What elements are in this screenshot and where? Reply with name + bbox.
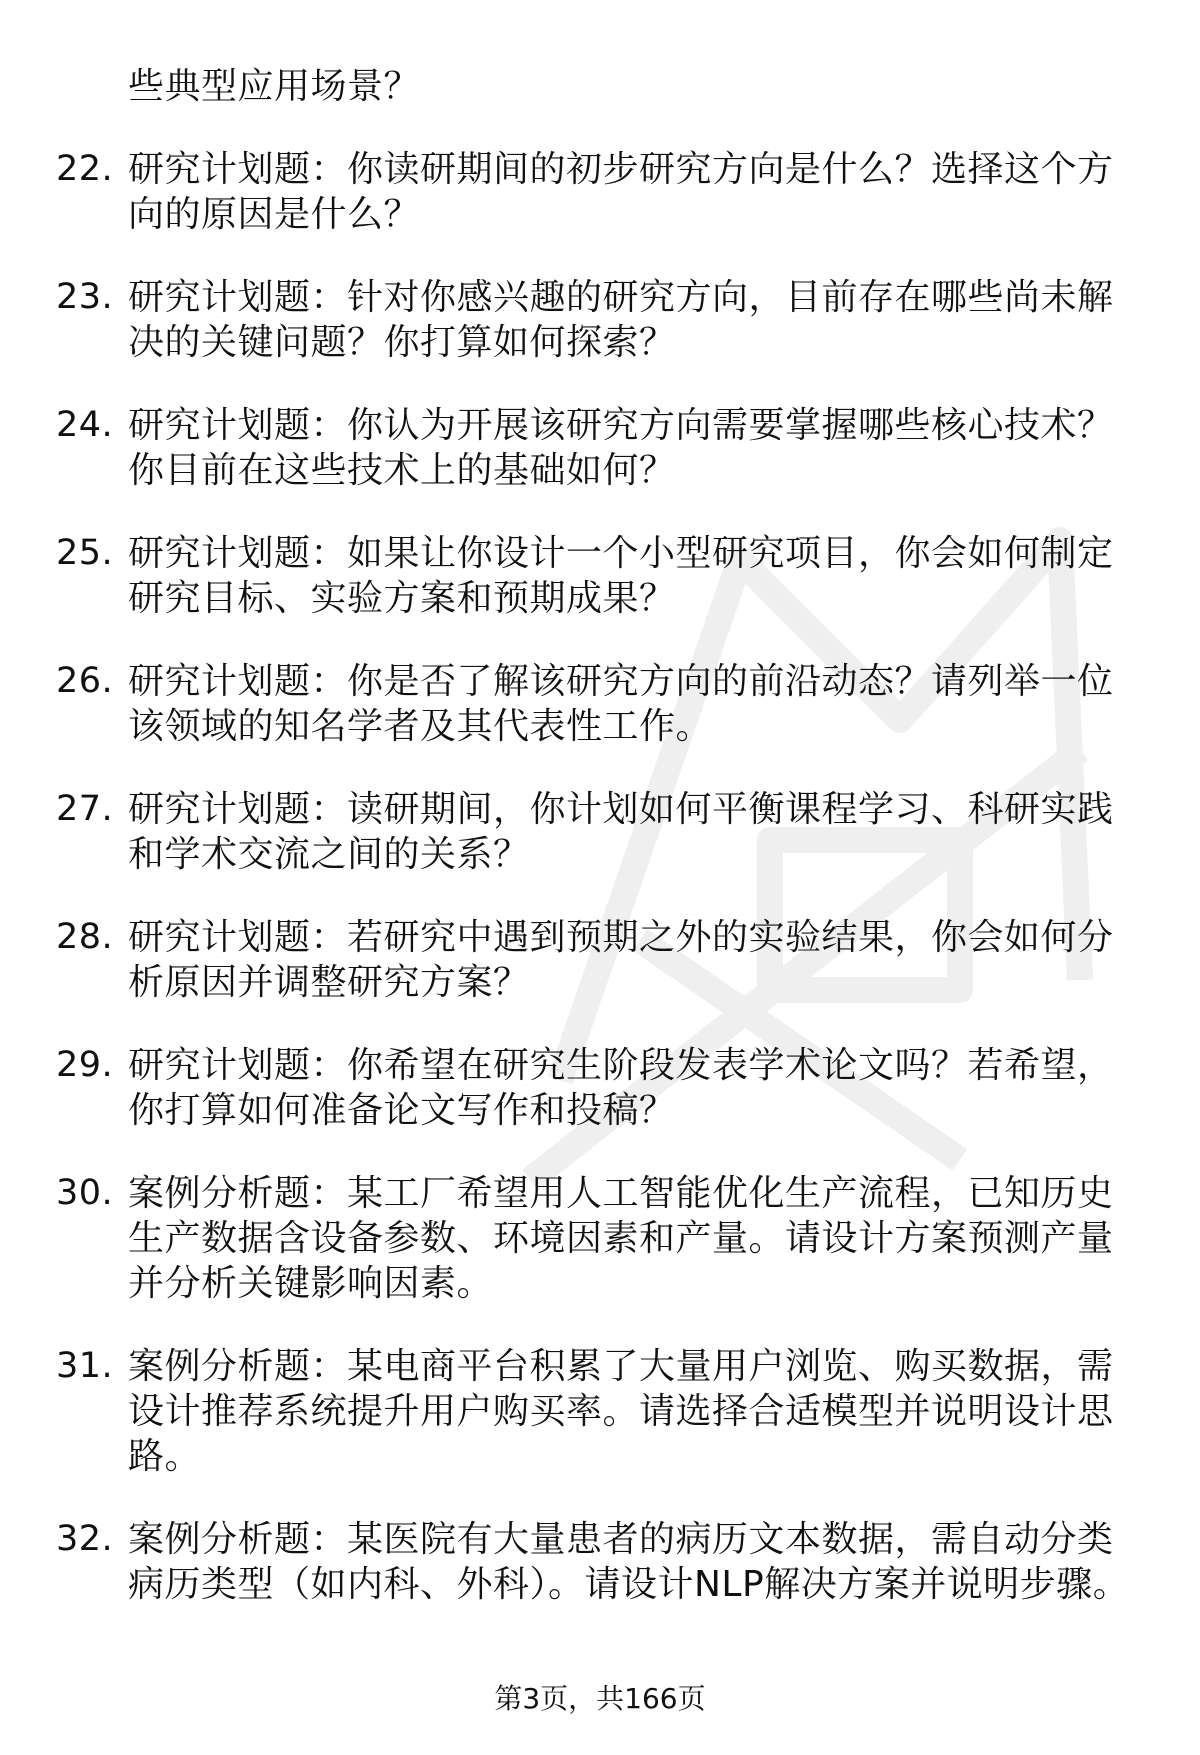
item-text: 案例分析题：某工厂希望用人工智能优化生产流程，已知历史生产数据含设备参数、环境因素和产量。请设计方案预测产量并分析关键影响因素。 bbox=[128, 1173, 1114, 1304]
item-text: 研究计划题：你认为开展该研究方向需要掌握哪些核心技术？你目前在这些技术上的基础如何？ bbox=[128, 405, 1114, 491]
list-item bbox=[56, 659, 1146, 749]
item-text: 研究计划题：你是否了解该研究方向的前沿动态？请列举一位该领域的知名学者及其代表性工作。 bbox=[128, 661, 1114, 747]
list-item bbox=[56, 147, 1146, 237]
list-item bbox=[56, 1043, 1146, 1133]
item-text: 研究计划题：若研究中遇到预期之外的实验结果，你会如何分析原因并调整研究方案？ bbox=[128, 917, 1114, 1003]
question-list bbox=[56, 147, 1146, 1645]
item-text: 案例分析题：某医院有大量患者的病历文本数据，需自动分类病历类型（如内科、外科）。请设计NLP解决方案并说明步骤。 bbox=[128, 1519, 1130, 1605]
list-item bbox=[56, 1517, 1146, 1607]
item-number: 30. bbox=[56, 1173, 114, 1213]
item-number: 24. bbox=[56, 405, 114, 445]
item-text: 研究计划题：如果让你设计一个小型研究项目，你会如何制定研究目标、实验方案和预期成果？ bbox=[128, 533, 1114, 619]
carryover-text: 些典型应用场景？ bbox=[128, 66, 421, 107]
list-item bbox=[56, 275, 1146, 365]
item-text: 案例分析题：某电商平台积累了大量用户浏览、购买数据，需设计推荐系统提升用户购买率。请选择合适模型并说明设计思路。 bbox=[128, 1346, 1114, 1477]
item-number: 31. bbox=[56, 1346, 114, 1386]
page-footer: 第3页，共166页 bbox=[494, 1682, 706, 1715]
item-text: 研究计划题：读研期间，你计划如何平衡课程学习、科研实践和学术交流之间的关系？ bbox=[128, 789, 1114, 875]
list-item bbox=[56, 531, 1146, 621]
list-item bbox=[56, 403, 1146, 493]
item-number: 25. bbox=[56, 533, 114, 573]
list-item bbox=[56, 787, 1146, 877]
item-number: 27. bbox=[56, 789, 114, 829]
item-number: 26. bbox=[56, 661, 114, 701]
item-number: 22. bbox=[56, 149, 114, 189]
item-text: 研究计划题：你读研期间的初步研究方向是什么？选择这个方向的原因是什么？ bbox=[128, 149, 1114, 235]
item-number: 29. bbox=[56, 1045, 114, 1085]
item-number: 23. bbox=[56, 277, 114, 317]
item-number: 28. bbox=[56, 917, 114, 957]
list-item bbox=[56, 1344, 1146, 1479]
item-text: 研究计划题：你希望在研究生阶段发表学术论文吗？若希望，你打算如何准备论文写作和投稿？ bbox=[128, 1045, 1114, 1131]
list-item bbox=[56, 915, 1146, 1005]
item-number: 32. bbox=[56, 1519, 114, 1559]
list-item bbox=[56, 1171, 1146, 1306]
item-text: 研究计划题：针对你感兴趣的研究方向，目前存在哪些尚未解决的关键问题？你打算如何探索？ bbox=[128, 277, 1114, 363]
